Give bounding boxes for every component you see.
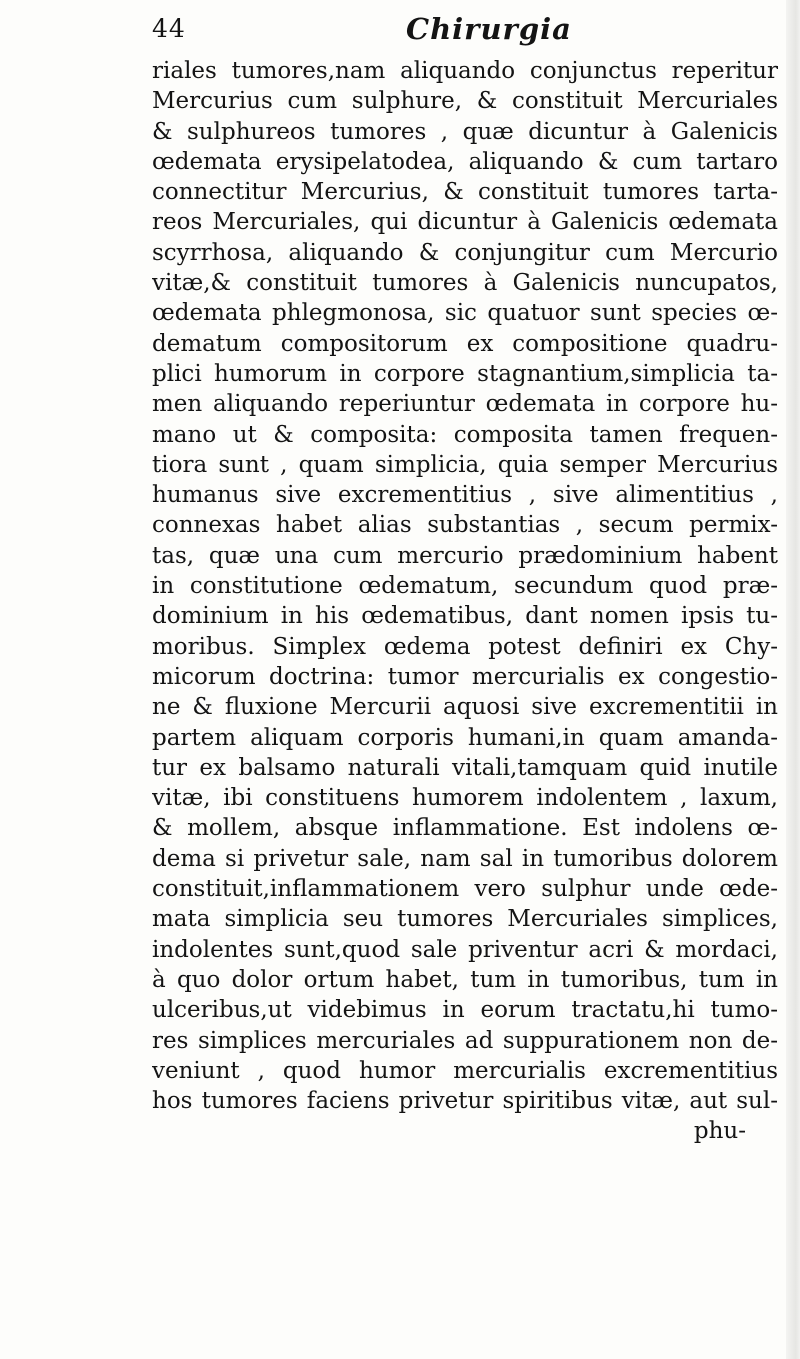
page-edge-shadow [786,0,800,1359]
page-number: 44 [152,14,186,43]
text-line: plici humorum in corpore stagnantium,simplicia ta- [152,360,778,387]
text-line: tur ex balsamo naturali vitali,tamquam quid inutile [152,754,778,781]
text-line: riales tumores,nam aliquando conjunctus reperitur [152,58,778,84]
text-line: reos Mercuriales, qui dicuntur à Galenicis œdemata [152,209,778,236]
text-line: hos tumores faciens privetur spiritibus vitæ, aut sul- [152,1088,778,1115]
text-line: & mollem, absque inflammatione. Est indolens œ- [152,815,778,842]
text-line: connectitur Mercurius, & constituit tumores tarta- [152,179,778,206]
text-line: dominium in his œdematibus, dant nomen ipsis tu- [152,603,778,630]
text-line: mano ut & composita: composita tamen frequen- [152,421,778,448]
text-line: Mercurius cum sulphure, & constituit Mercuriales [152,88,778,115]
text-line: veniunt , quod humor mercurialis excrementitius [152,1057,778,1084]
text-line: tiora sunt , quam simplicia, quia semper Mercurius [152,451,778,478]
text-line: ulceribus,ut videbimus in eorum tractatu,hi tumo- [152,997,778,1024]
text-line: ne & fluxione Mercurii aquosi sive excrementitii in [152,694,778,721]
text-line: partem aliquam corporis humani,in quam amanda- [152,724,778,751]
text-line: vitæ, ibi constituens humorem indolentem , laxum, [152,785,778,812]
catchword: phu- [693,1118,746,1145]
text-line: œdemata erysipelatodea, aliquando & cum tartaro [152,148,778,175]
body-text [152,56,778,1147]
text-line: connexas habet alias substantias , secum permix- [152,512,778,539]
text-line: res simplices mercuriales ad suppurationem non de- [152,1027,778,1054]
text-line: indolentes sunt,quod sale priventur acri & mordaci, [152,936,778,963]
text-line: humanus sive excrementitius , sive alimentitius , [152,482,778,509]
text-line: in constitutione œdematum, secundum quod præ- [152,573,778,600]
text-line: constituit,inflammationem vero sulphur unde œde- [152,876,778,903]
running-title: Chirurgia [406,12,572,46]
text-line: tas, quæ una cum mercurio prædominium habent [152,542,778,569]
text-line: œdemata phlegmonosa, sic quatuor sunt species œ- [152,300,778,327]
text-line: scyrrhosa, aliquando & conjungitur cum Mercurio [152,239,778,266]
running-head [152,8,772,48]
text-line: à quo dolor ortum habet, tum in tumoribus, tum in [152,966,778,993]
text-line: & sulphureos tumores , quæ dicuntur à Galenicis [152,118,778,145]
text-line: dema si privetur sale, nam sal in tumoribus dolorem [152,845,778,872]
text-line: moribus. Simplex œdema potest definiri ex Chy- [152,633,778,660]
text-line: vitæ,& constituit tumores à Galenicis nuncupatos, [152,270,778,297]
text-line: micorum doctrina: tumor mercurialis ex congestio- [152,663,778,690]
text-line: men aliquando reperiuntur œdemata in corpore hu- [152,391,778,418]
text-line: dematum compositorum ex compositione quadru- [152,330,778,357]
text-line: mata simplicia seu tumores Mercuriales simplices, [152,906,778,933]
